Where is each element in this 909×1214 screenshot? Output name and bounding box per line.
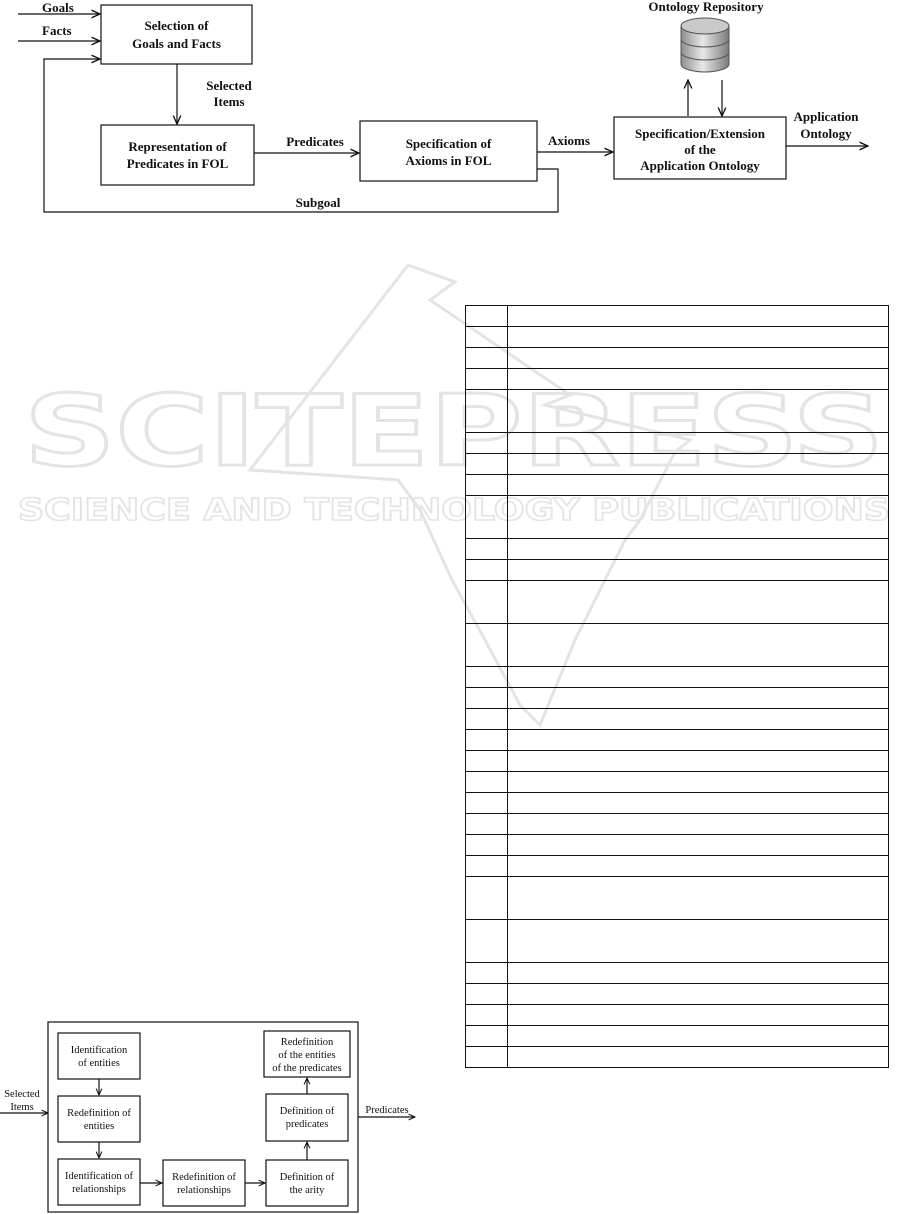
- table-cell-content: [508, 877, 889, 920]
- table-cell-content: [508, 581, 889, 624]
- table-cell-content: [508, 963, 889, 984]
- identification-entities-line2: of entities: [78, 1058, 120, 1069]
- definition-predicates-node: [266, 1094, 348, 1141]
- table-cell-index: [466, 1026, 508, 1047]
- table-cell-index: [466, 624, 508, 667]
- facts-label: Facts: [42, 23, 72, 38]
- table-row: [466, 772, 889, 793]
- table-cell-index: [466, 667, 508, 688]
- table-cell-index: [466, 963, 508, 984]
- selection-node-line1: Selection of: [144, 18, 209, 33]
- selection-node-line2: Goals and Facts: [132, 36, 221, 51]
- specification-axioms-node: [360, 121, 537, 181]
- extension-node-line2: of the: [684, 142, 716, 157]
- table-cell-index: [466, 709, 508, 730]
- table-row: [466, 751, 889, 772]
- table-cell-content: [508, 306, 889, 327]
- table-cell-index: [466, 327, 508, 348]
- table-cell-content: [508, 709, 889, 730]
- representation-node-line1: Representation of: [128, 139, 227, 154]
- table-cell-index: [466, 877, 508, 920]
- table-row: [466, 348, 889, 369]
- predicates-output-label: Predicates: [365, 1105, 409, 1116]
- table-row: [466, 581, 889, 624]
- representation-node: [101, 125, 254, 185]
- table-cell-index: [466, 984, 508, 1005]
- table-row: [466, 327, 889, 348]
- table-row: [466, 390, 889, 433]
- table-row: [466, 920, 889, 963]
- table-cell-content: [508, 390, 889, 433]
- application-ontology-label-line1: Application: [793, 109, 859, 124]
- table-row: [466, 730, 889, 751]
- redefinition-relationships-line2: relationships: [177, 1185, 231, 1196]
- table-cell-content: [508, 433, 889, 454]
- definition-arity-node: [266, 1160, 348, 1206]
- subgoal-label: Subgoal: [295, 195, 341, 210]
- table-row: [466, 369, 889, 390]
- table-cell-index: [466, 751, 508, 772]
- redefinition-relationships-node: [163, 1160, 245, 1206]
- identification-relationships-node: [58, 1159, 140, 1205]
- table-row: [466, 306, 889, 327]
- table-row: [466, 496, 889, 539]
- specification-axioms-node-line2: Axioms in FOL: [405, 153, 492, 168]
- watermark-subtitle: SCIENCE AND TECHNOLOGY PUBLICATIONS: [18, 493, 890, 528]
- axioms-label: Axioms: [548, 133, 590, 148]
- table-row: [466, 624, 889, 667]
- selected-items-input-line1: Selected: [4, 1089, 40, 1100]
- table-cell-content: [508, 1047, 889, 1068]
- table-cell-index: [466, 475, 508, 496]
- identification-entities-node: [58, 1033, 140, 1079]
- table-cell-content: [508, 539, 889, 560]
- empty-table-body: [466, 306, 889, 1068]
- identification-relationships-line1: Identification of: [65, 1171, 133, 1182]
- table-row: [466, 1026, 889, 1047]
- table-cell-content: [508, 1026, 889, 1047]
- table-cell-content: [508, 688, 889, 709]
- table-cell-index: [466, 560, 508, 581]
- table-cell-content: [508, 772, 889, 793]
- definition-arity-line2: the arity: [289, 1185, 325, 1196]
- redefinition-entities-predicates-line3: of the predicates: [272, 1063, 342, 1074]
- table-row: [466, 835, 889, 856]
- table-cell-index: [466, 920, 508, 963]
- table-cell-content: [508, 730, 889, 751]
- definition-arity-line1: Definition of: [279, 1172, 335, 1183]
- table-cell-index: [466, 835, 508, 856]
- table-row: [466, 539, 889, 560]
- table-cell-content: [508, 348, 889, 369]
- table-cell-index: [466, 1005, 508, 1026]
- table-row: [466, 688, 889, 709]
- specification-axioms-node-line1: Specification of: [405, 136, 492, 151]
- table-cell-content: [508, 475, 889, 496]
- table-row: [466, 709, 889, 730]
- redefinition-entities-node: [58, 1096, 140, 1142]
- table-cell-index: [466, 772, 508, 793]
- watermark-title: SCITEPRESS: [24, 375, 885, 489]
- redefinition-relationships-line1: Redefinition of: [172, 1172, 236, 1183]
- table-cell-index: [466, 348, 508, 369]
- table-row: [466, 877, 889, 920]
- table-cell-content: [508, 560, 889, 581]
- goals-label: Goals: [42, 0, 74, 15]
- table-row: [466, 814, 889, 835]
- extension-node-line1: Specification/Extension: [634, 126, 766, 141]
- table-cell-index: [466, 793, 508, 814]
- bottom-diagram: [0, 1022, 415, 1212]
- table-cell-index: [466, 369, 508, 390]
- predicates-label: Predicates: [286, 134, 344, 149]
- table-cell-content: [508, 835, 889, 856]
- table-row: [466, 963, 889, 984]
- table-cell-index: [466, 1047, 508, 1068]
- table-cell-content: [508, 1005, 889, 1026]
- table-cell-content: [508, 751, 889, 772]
- empty-table: [465, 305, 889, 1068]
- table-row: [466, 433, 889, 454]
- selected-items-label-line1: Selected: [206, 78, 252, 93]
- table-row: [466, 454, 889, 475]
- table-row: [466, 1047, 889, 1068]
- table-cell-content: [508, 369, 889, 390]
- table-cell-index: [466, 688, 508, 709]
- top-diagram: [18, 0, 868, 212]
- table-cell-content: [508, 920, 889, 963]
- ontology-repository-label: Ontology Repository: [648, 0, 764, 14]
- selected-items-input-line2: Items: [10, 1102, 34, 1113]
- definition-predicates-line1: Definition of: [279, 1106, 335, 1117]
- table-row: [466, 667, 889, 688]
- table-cell-index: [466, 814, 508, 835]
- table-cell-content: [508, 814, 889, 835]
- table-cell-index: [466, 496, 508, 539]
- redefinition-entities-predicates-line1: Redefinition: [280, 1037, 334, 1048]
- definition-predicates-line2: predicates: [285, 1119, 329, 1130]
- redefinition-entities-predicates-line2: of the entities: [278, 1050, 336, 1061]
- table-cell-index: [466, 730, 508, 751]
- table-cell-index: [466, 306, 508, 327]
- table-row: [466, 1005, 889, 1026]
- table-cell-content: [508, 327, 889, 348]
- application-ontology-label-line2: Ontology: [800, 126, 852, 141]
- representation-node-line2: Predicates in FOL: [126, 156, 229, 171]
- database-icon: [681, 18, 729, 72]
- table-row: [466, 984, 889, 1005]
- identification-relationships-line2: relationships: [72, 1184, 126, 1195]
- table-cell-index: [466, 539, 508, 560]
- extension-node-line3: Application Ontology: [640, 158, 760, 173]
- table-cell-index: [466, 856, 508, 877]
- selected-items-label-line2: Items: [213, 94, 245, 109]
- table-cell-index: [466, 454, 508, 475]
- table-row: [466, 856, 889, 877]
- table-cell-index: [466, 390, 508, 433]
- table-cell-content: [508, 624, 889, 667]
- selection-node: [101, 5, 252, 64]
- table-cell-content: [508, 667, 889, 688]
- table-cell-content: [508, 793, 889, 814]
- identification-entities-line1: Identification: [70, 1045, 128, 1056]
- table-row: [466, 560, 889, 581]
- redefinition-entities-line1: Redefinition of: [67, 1108, 131, 1119]
- redefinition-entities-line2: entities: [83, 1121, 115, 1132]
- table-cell-content: [508, 496, 889, 539]
- table-row: [466, 475, 889, 496]
- table-cell-content: [508, 856, 889, 877]
- table-cell-index: [466, 581, 508, 624]
- table-cell-content: [508, 984, 889, 1005]
- table-cell-content: [508, 454, 889, 475]
- table-cell-index: [466, 433, 508, 454]
- table-row: [466, 793, 889, 814]
